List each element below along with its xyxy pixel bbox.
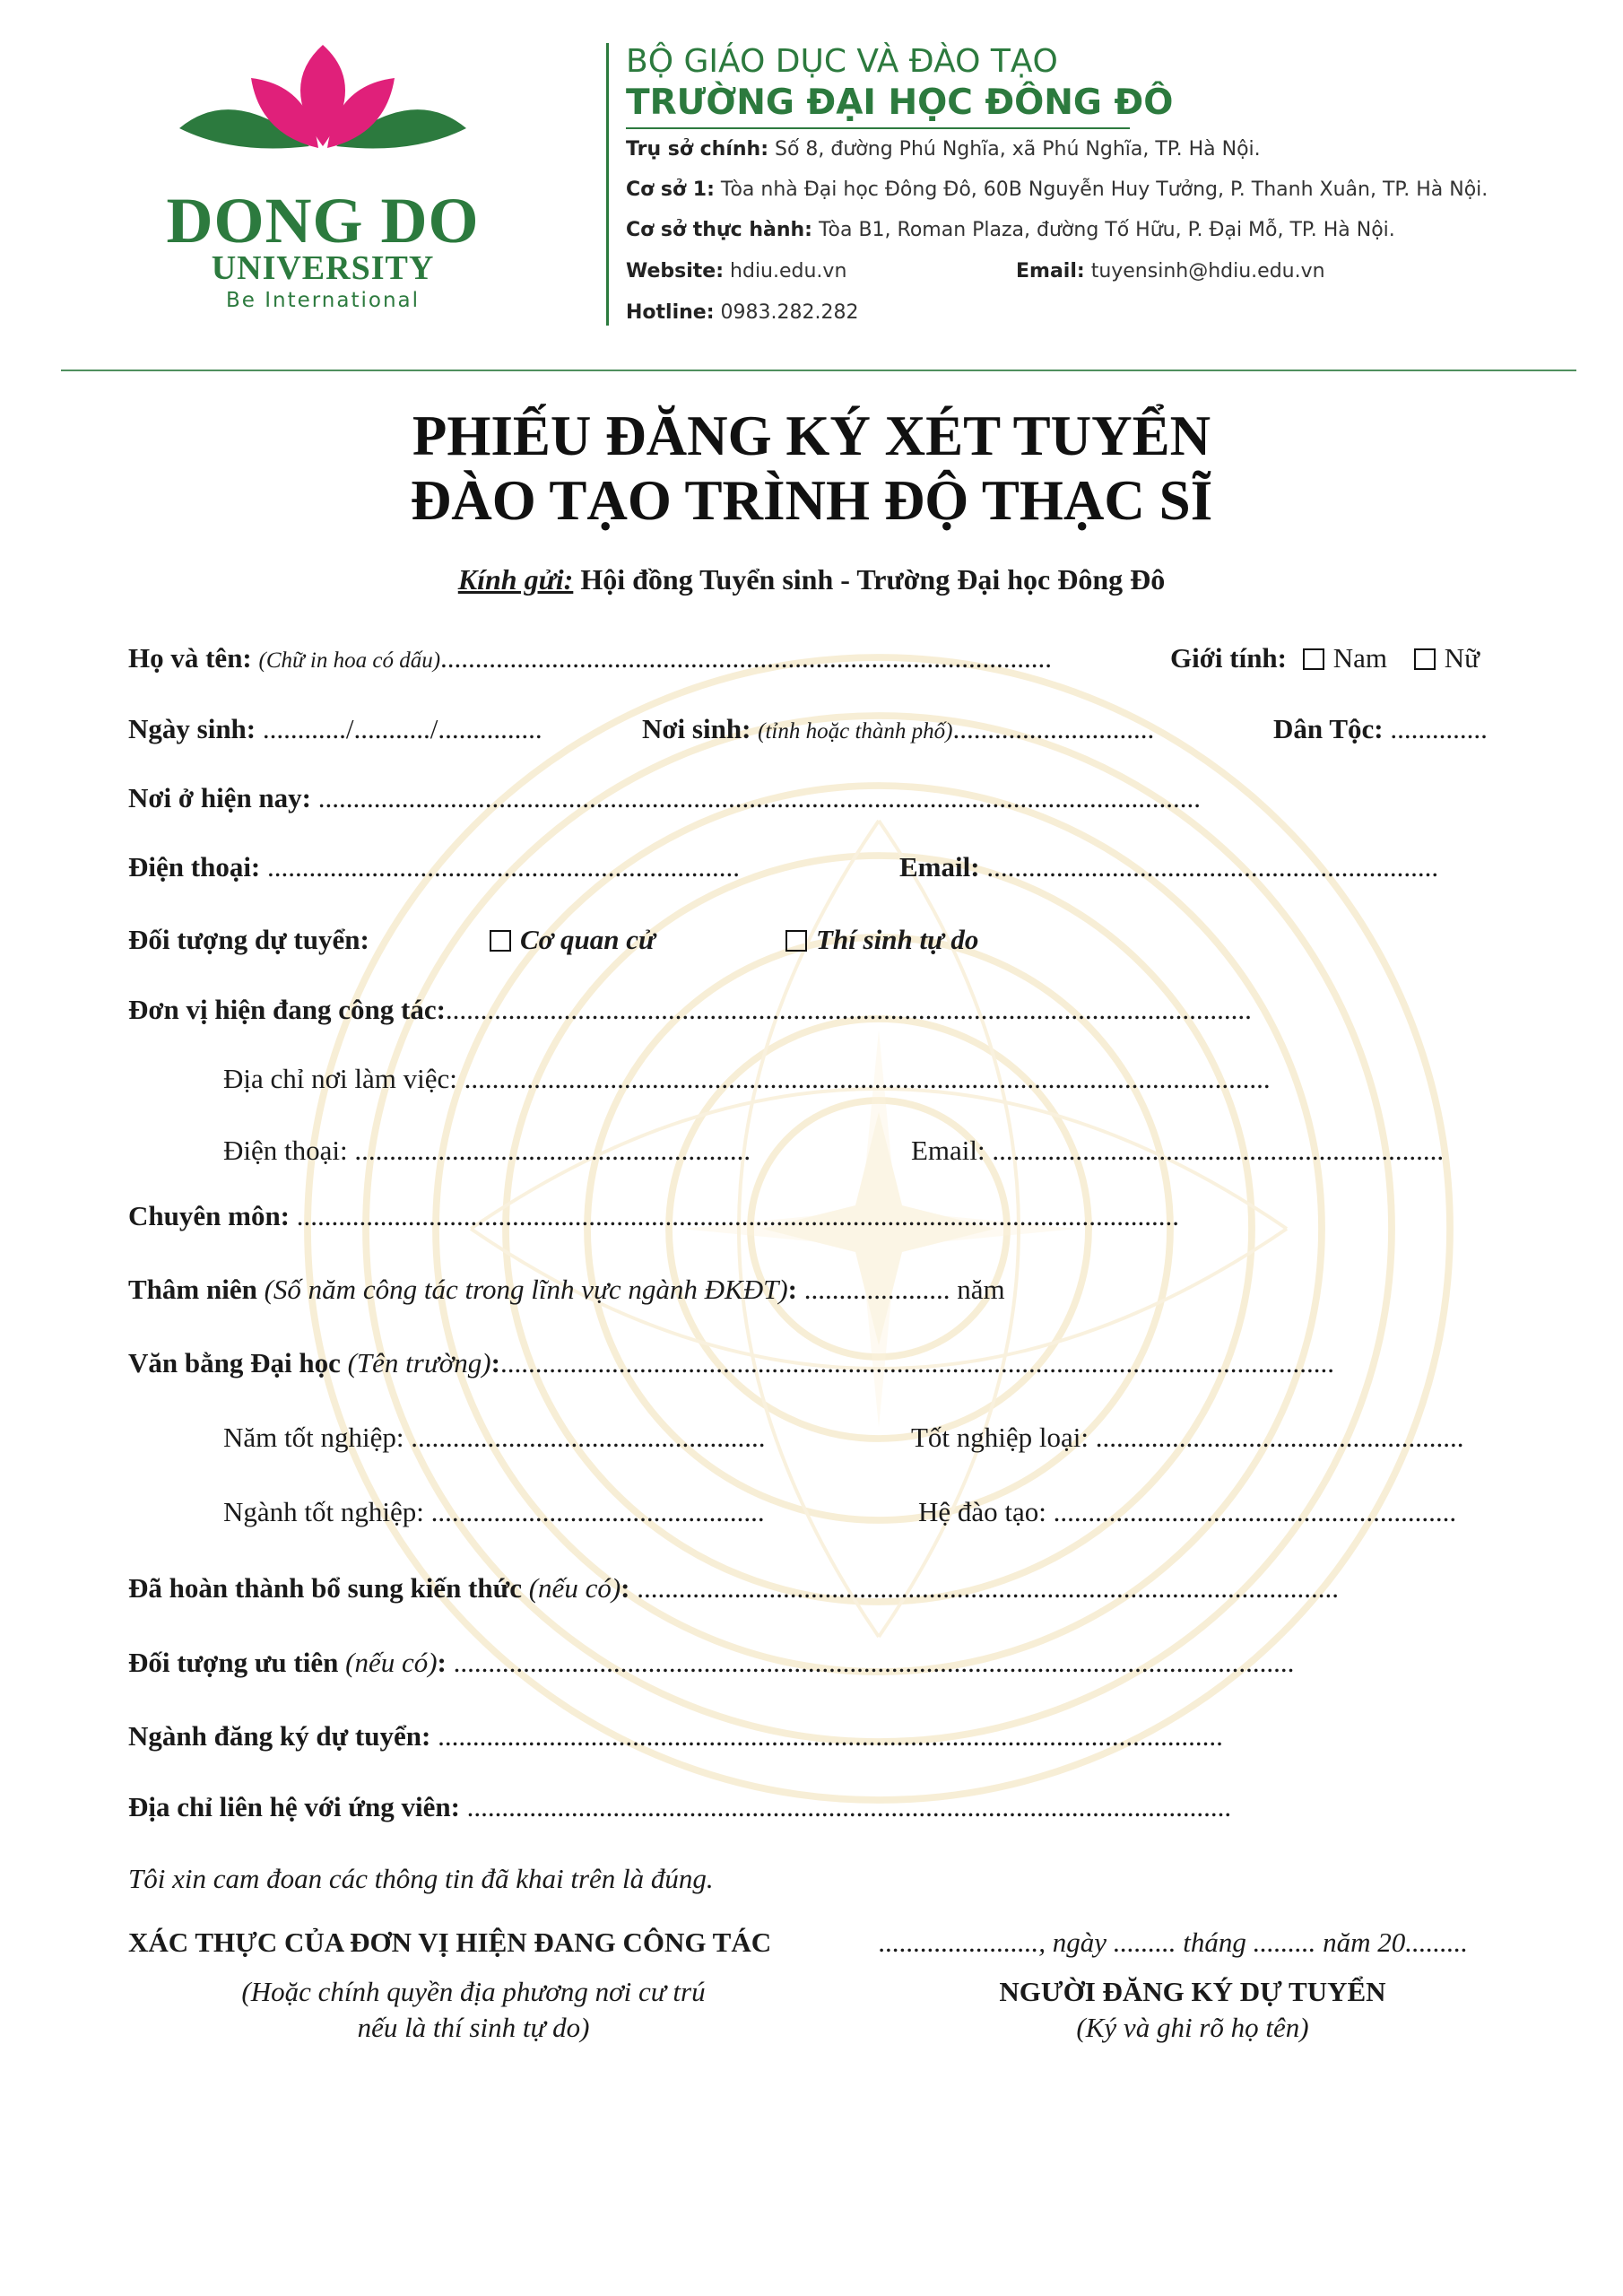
date-of-birth-field[interactable]: Ngày sinh: ............/.........../............... <box>128 713 542 744</box>
applicant-sent-checkbox[interactable] <box>490 930 511 952</box>
logo-wordmark: DONG DO <box>166 185 480 257</box>
full-name-field[interactable]: Họ và tên: (Chữ in hoa có dấu)........................................................................................ <box>128 642 1053 674</box>
applicant-signature-title: NGƯỜI ĐĂNG KÝ DỰ TUYỂN <box>999 1976 1386 2007</box>
practice-campus-address: Cơ sở thực hành: Tòa B1, Roman Plaza, đường Tố Hữu, P. Đại Mỗ, TP. Hà Nội. <box>626 219 1395 241</box>
seniority-field[interactable]: Thâm niên (Số năm công tác trong lĩnh vực ngành ĐKĐT): ..................... năm <box>128 1274 1005 1305</box>
verification-title: XÁC THỰC CỦA ĐƠN VỊ HIỆN ĐANG CÔNG TÁC <box>128 1926 772 1958</box>
campus1-address: Cơ sở 1: Tòa nhà Đại học Đông Đô, 60B Nguyễn Huy Tưởng, P. Thanh Xuân, TP. Hà Nội. <box>626 178 1488 201</box>
specialty-field[interactable]: Chuyên môn: ............................................................................................................................... <box>128 1200 1180 1231</box>
school-underline <box>626 127 1130 129</box>
work-email-field[interactable]: Email: ................................................................. <box>911 1135 1445 1166</box>
graduation-major-field[interactable]: Ngành tốt nghiệp: ................................................ <box>223 1496 765 1527</box>
school-name: TRƯỜNG ĐẠI HỌC ĐÔNG ĐÔ <box>626 83 1174 123</box>
education-system-field[interactable]: Hệ đào tạo: .......................................................... <box>918 1496 1457 1527</box>
email-field[interactable]: Email: ................................................................. <box>899 851 1439 883</box>
applicant-sent-option[interactable]: Cơ quan cử <box>490 924 655 956</box>
gender-female-checkbox[interactable] <box>1414 648 1436 670</box>
hotline: Hotline: 0983.282.282 <box>626 301 859 324</box>
place-of-birth-field[interactable]: Nơi sinh: (tỉnh hoặc thành phố)............................. <box>642 713 1155 744</box>
graduation-rank-field[interactable]: Tốt nghiệp loại: ..................................................... <box>911 1422 1464 1453</box>
registered-major-field[interactable]: Ngành đăng ký dự tuyển: ................................................................................................................. <box>128 1720 1223 1752</box>
ministry-name: BỘ GIÁO DỤC VÀ ĐÀO TẠO <box>626 43 1058 80</box>
form-title-line1: PHIẾU ĐĂNG KÝ XÉT TUYỂN <box>412 404 1211 467</box>
website: Website: hdiu.edu.vn <box>626 260 847 283</box>
commitment-statement: Tôi xin cam đoan các thông tin đã khai trên là đúng. <box>128 1863 714 1894</box>
current-residence-field[interactable]: Nơi ở hiện nay: ............................................................................................................................... <box>128 782 1201 813</box>
date-line: ......................., ngày ......... tháng ......... năm 20......... <box>879 1926 1469 1958</box>
contact-email: Email: tuyensinh@hdiu.edu.vn <box>1016 260 1325 283</box>
applicant-type-label-text: Đối tượng dự tuyển: <box>128 924 369 955</box>
header-separator <box>61 370 1576 371</box>
lotus-icon <box>152 40 493 184</box>
hq-address: Trụ sở chính: Số 8, đường Phú Nghĩa, xã Phú Nghĩa, TP. Hà Nội. <box>626 138 1261 161</box>
work-address-field[interactable]: Địa chỉ nơi làm việc: .................................................................................................................... <box>223 1063 1271 1094</box>
applicant-free-option[interactable]: Thí sinh tự do <box>785 924 978 956</box>
workplace-field[interactable]: Đơn vị hiện đang công tác:.................................................................................................................... <box>128 994 1252 1025</box>
verification-note-1: (Hoặc chính quyền địa phương nơi cư trú <box>241 1976 706 2007</box>
applicant-signature-note: (Ký và ghi rõ họ tên) <box>1076 2012 1309 2043</box>
priority-group-field[interactable]: Đối tượng ưu tiên (nếu có): ......................................................................................................................... <box>128 1647 1295 1678</box>
form-title-line2: ĐÀO TẠO TRÌNH ĐỘ THẠC SĨ <box>410 469 1213 532</box>
header-divider-vertical <box>606 43 609 326</box>
applicant-free-checkbox[interactable] <box>785 930 807 952</box>
supplementary-knowledge-field[interactable]: Đã hoàn thành bổ sung kiến thức (nếu có): ..................................................................................................... <box>128 1572 1339 1604</box>
logo-university-text: UNIVERSITY <box>211 249 435 287</box>
graduation-year-field[interactable]: Năm tốt nghiệp: ................................................... <box>223 1422 766 1453</box>
ethnicity-field[interactable]: Dân Tộc: .............. <box>1273 713 1488 744</box>
gender-field: Giới tính: Nam Nữ <box>1170 642 1480 674</box>
contact-address-field[interactable]: Địa chỉ liên hệ với ứng viên: .............................................................................................................. <box>128 1791 1232 1822</box>
logo-tagline: Be International <box>225 289 421 312</box>
phone-field[interactable]: Điện thoại: .................................................................... <box>128 851 740 883</box>
university-logo <box>152 40 493 327</box>
verification-note-2: nếu là thí sinh tự do) <box>357 2012 590 2043</box>
university-degree-field[interactable]: Văn bằng Đại học (Tên trường):........................................................................................................................ <box>128 1347 1334 1378</box>
work-phone-field[interactable]: Điện thoại: ......................................................... <box>223 1135 751 1166</box>
addressee: Kính gửi: Hội đồng Tuyển sinh - Trường Đại học Đông Đô <box>457 563 1166 596</box>
gender-male-checkbox[interactable] <box>1303 648 1324 670</box>
